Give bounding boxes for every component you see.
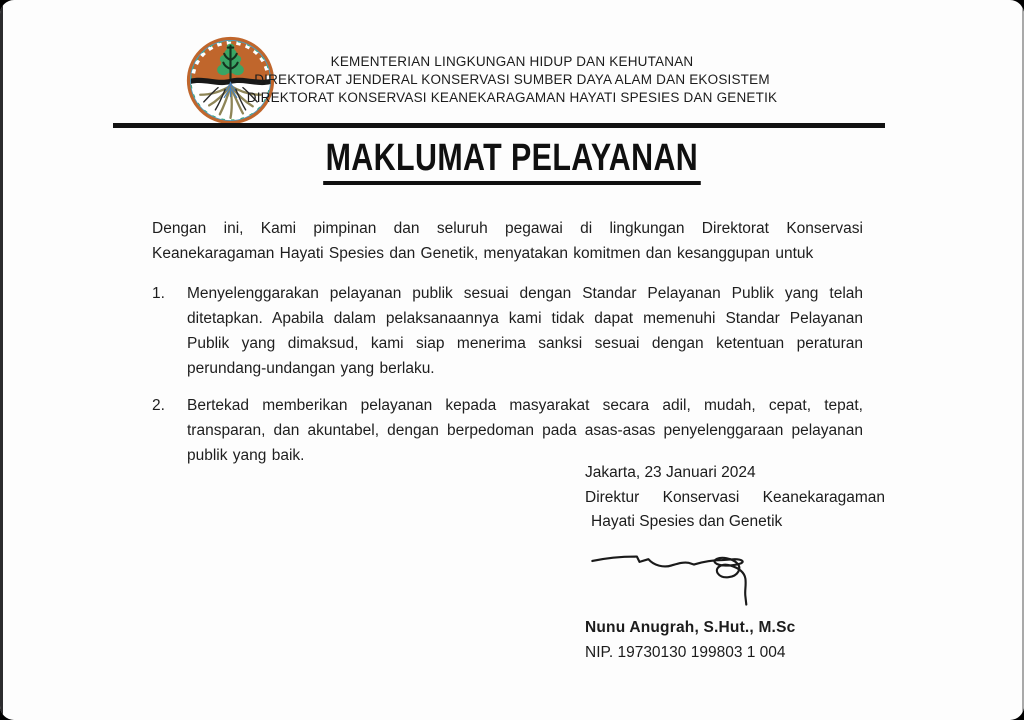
signer-name: Nunu Anugrah, S.Hut., M.Sc (585, 618, 796, 636)
list-item-number: 2. (152, 397, 165, 414)
handwritten-signature (587, 541, 765, 613)
letterhead-ministry: KEMENTERIAN LINGKUNGAN HIDUP DAN KEHUTANAN (330, 54, 694, 69)
list-item (152, 281, 863, 381)
list-item (152, 393, 863, 468)
list-item-number: 1. (152, 285, 165, 302)
scan-edge-left (0, 0, 3, 720)
document-title: MAKLUMAT PELAYANAN (323, 137, 700, 185)
letterhead-directorate-general: DIREKTORAT JENDERAL KONSERVASI SUMBER DAYA ALAM DAN EKOSISTEM (254, 72, 770, 87)
signature-block (585, 461, 885, 666)
opening-paragraph: Dengan ini, Kami pimpinan dan seluruh pegawai di lingkungan Direktorat Konservasi Keanekaragaman Hayati Spesies dan Genetik, menyatakan komitmen dan kesanggupan untuk (152, 220, 863, 262)
list-item-text: Menyelenggarakan pelayanan publik sesuai dengan Standar Pelayanan Publik yang telah ditetapkan. Apabila dalam pelaksanaannya kami tidak dapat memenuhi Standar Pelayanan Publik yang dimaksud, kami siap menerima sanksi sesuai dengan ketentuan peraturan perundang-undangan yang berlaku. (187, 285, 863, 377)
signer-position-line1: Direktur Konservasi Keanekaragaman (585, 488, 885, 506)
letterhead-divider (113, 123, 885, 128)
signer-nip: NIP. 19730130 199803 1 004 (585, 644, 786, 661)
letter-body (152, 216, 863, 480)
list-item-text: Bertekad memberikan pelayanan kepada masyarakat secara adil, mudah, cepat, tepat, transparan, dan akuntabel, dengan berpedoman pada asas-asas penyelenggaraan pelayanan publik yang baik. (187, 397, 863, 464)
letterhead-directorate: DIREKTORAT KONSERVASI KEANEKARAGAMAN HAYATI SPESIES DAN GENETIK (246, 90, 778, 105)
title-row (0, 137, 1024, 185)
letterhead (0, 53, 1024, 107)
place-date: Jakarta, 23 Januari 2024 (585, 464, 756, 481)
signer-position-line2: Hayati Spesies dan Genetik (591, 513, 783, 530)
